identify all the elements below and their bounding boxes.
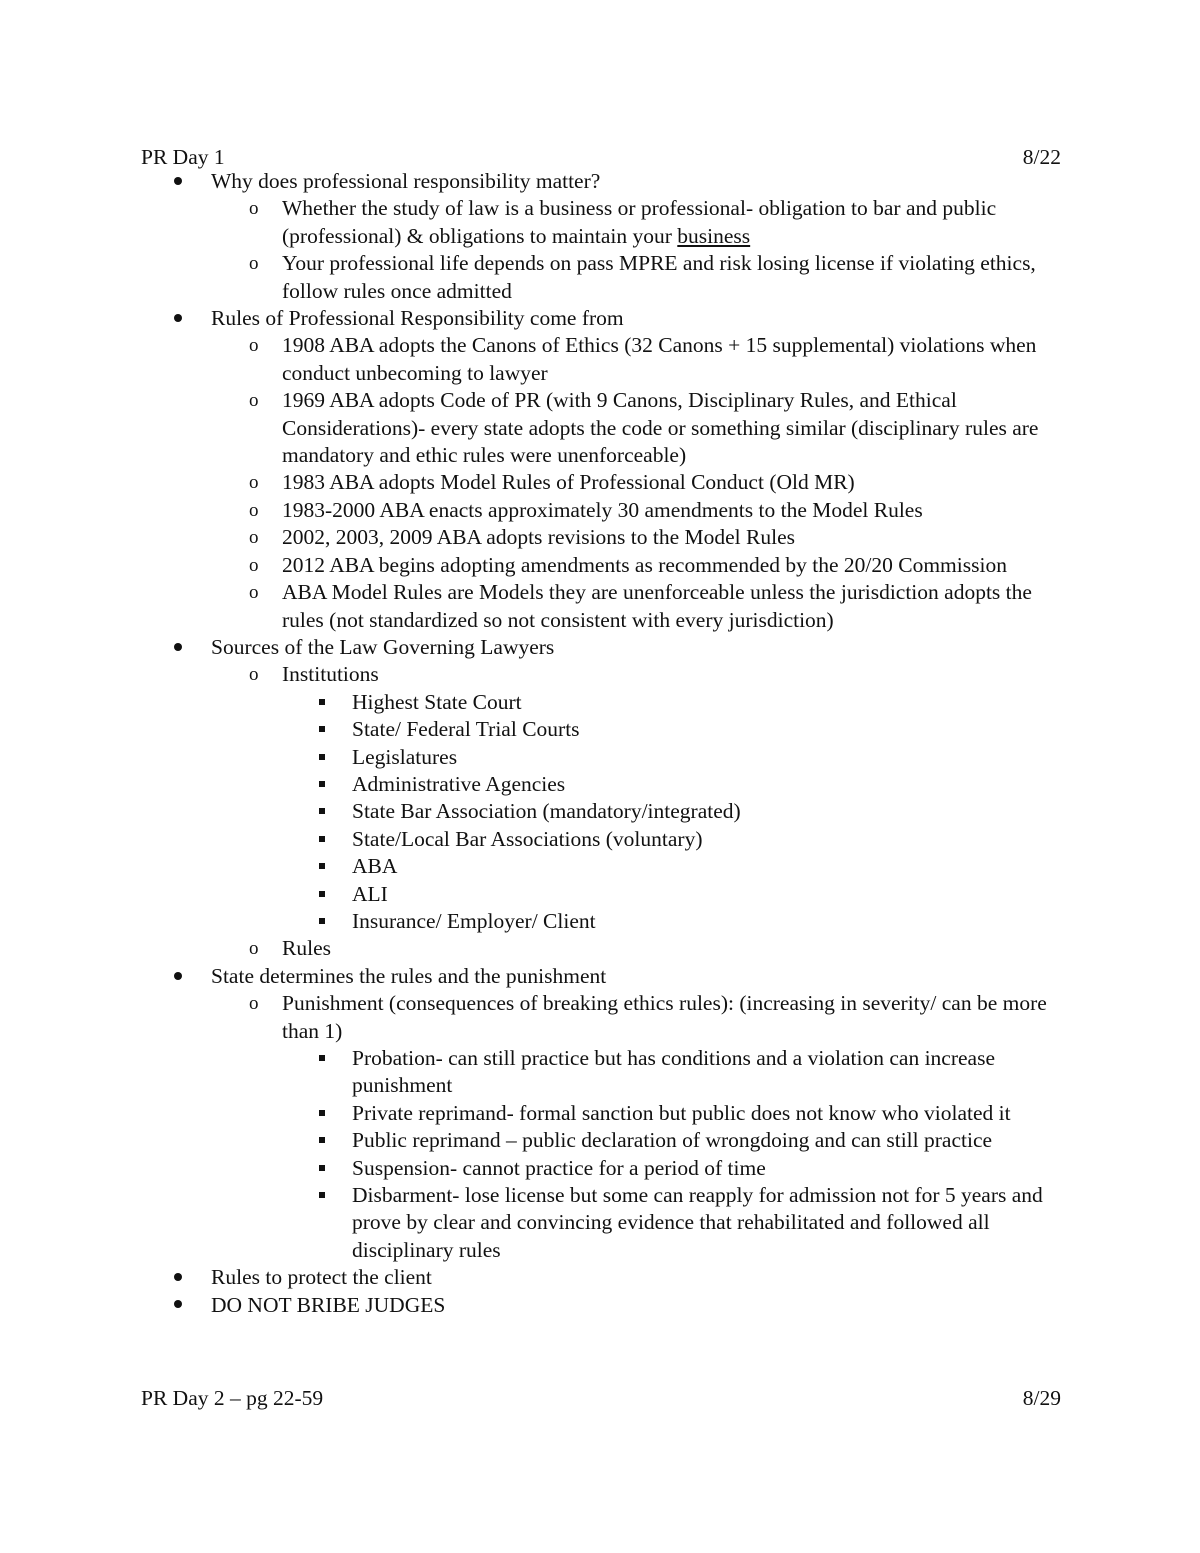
square-bullet-icon [319, 716, 325, 743]
circle-bullet-icon: o [249, 664, 259, 686]
outline-item-l2: o Rules [0, 935, 1200, 962]
square-bullet-icon [319, 689, 325, 716]
day1-header [141, 143, 1061, 171]
square-bullet-icon [319, 798, 325, 825]
outline-item-l1: Why does professional responsibility matter? [0, 168, 1200, 195]
outline-item-l2: o 2002, 2003, 2009 ABA adopts revisions to the Model Rules [0, 524, 1200, 551]
outline-item-l2: o 1908 ABA adopts the Canons of Ethics (32 Canons + 15 supplemental) violations when conduct unbecoming to lawyer [249, 333, 1037, 385]
outline-item-l3: Public reprimand – public declaration of wrongdoing and can still practice [0, 1127, 1200, 1154]
outline-item-l3: State/Local Bar Associations (voluntary) [0, 826, 1200, 853]
bullet-icon [174, 168, 182, 195]
outline-item-l2: o ABA Model Rules are Models they are unenforceable unless the jurisdiction adopts the rules (not standardized so not consistent with every jurisdiction) [249, 580, 1032, 632]
outline-item-l1: Rules of Professional Responsibility come from [0, 305, 1200, 332]
outline-item-l1: State determines the rules and the punishment [0, 963, 1200, 990]
outline-item-l3: Insurance/ Employer/ Client [0, 908, 1200, 935]
bullet-icon [174, 634, 182, 661]
day1-title: PR Day 1 [141, 145, 225, 169]
outline-item-l2: o 2012 ABA begins adopting amendments as recommended by the 20/20 Commission [0, 552, 1200, 579]
square-bullet-icon [319, 1127, 325, 1154]
day2-date: 8/29 [1022, 1386, 1061, 1410]
square-bullet-icon [319, 853, 325, 880]
bullet-icon [174, 963, 182, 990]
outline-item-l2: o 1983-2000 ABA enacts approximately 30 amendments to the Model Rules [0, 497, 1200, 524]
outline-item-l3: Suspension- cannot practice for a period of time [0, 1155, 1200, 1182]
circle-bullet-icon: o [249, 582, 259, 604]
outline-item-l3: Disbarment- lose license but some can reapply for admission not for 5 years and prove by clear and convincing evidence that rehabilitated and followed all disciplinary rules [0, 1182, 1200, 1264]
circle-bullet-icon: o [249, 335, 259, 357]
square-bullet-icon [319, 1182, 325, 1209]
outline-item-l3: State Bar Association (mandatory/integrated) [0, 798, 1200, 825]
square-bullet-icon [319, 908, 325, 935]
circle-bullet-icon: o [249, 198, 259, 220]
outline-item-l3: Private reprimand- formal sanction but public does not know who violated it [0, 1100, 1200, 1127]
underlined-word: business [677, 223, 751, 248]
outline-item-l3: Probation- can still practice but has conditions and a violation can increase punishment [0, 1045, 1200, 1100]
square-bullet-icon [319, 1155, 325, 1182]
outline-item-l2: o Institutions [0, 661, 1200, 688]
square-bullet-icon [319, 744, 325, 771]
day1-date: 8/22 [1022, 145, 1061, 169]
outline-item-l1: DO NOT BRIBE JUDGES [0, 1292, 1200, 1319]
circle-bullet-icon: o [249, 390, 259, 412]
square-bullet-icon [319, 1100, 325, 1127]
square-bullet-icon [319, 1045, 325, 1072]
square-bullet-icon [319, 826, 325, 853]
bullet-icon [174, 1264, 182, 1291]
outline-item-l3: Highest State Court [0, 689, 1200, 716]
outline-item-l2: o Punishment (consequences of breaking ethics rules): (increasing in severity/ can be more than 1) [249, 991, 1047, 1043]
outline-item-l3: ABA [0, 853, 1200, 880]
day2-header [141, 1384, 1061, 1412]
circle-bullet-icon: o [249, 993, 259, 1015]
outline-item-l1: Sources of the Law Governing Lawyers [0, 634, 1200, 661]
outline-item-l3: ALI [0, 881, 1200, 908]
notes-outline [0, 168, 1200, 1319]
square-bullet-icon [319, 881, 325, 908]
outline-item-l3: State/ Federal Trial Courts [0, 716, 1200, 743]
bullet-icon [174, 305, 182, 332]
outline-item-l3: Administrative Agencies [0, 771, 1200, 798]
circle-bullet-icon: o [249, 499, 259, 521]
circle-bullet-icon: o [249, 554, 259, 576]
outline-item-l3: Legislatures [0, 744, 1200, 771]
bullet-icon [174, 1292, 182, 1319]
outline-item-l1: Rules to protect the client [0, 1264, 1200, 1291]
outline-item-l2: o 1969 ABA adopts Code of PR (with 9 Canons, Disciplinary Rules, and Ethical Considerations)- every state adopts the code or something similar (disciplinary rules are mandatory and ethic rules were unenforceable) [249, 388, 1039, 468]
outline-item-l2: o Your professional life depends on pass MPRE and risk losing license if violating ethics, follow rules once admitted [249, 251, 1036, 303]
circle-bullet-icon: o [249, 527, 259, 549]
outline-item-l2: o 1983 ABA adopts Model Rules of Professional Conduct (Old MR) [0, 469, 1200, 496]
outline-item-l2: o Whether the study of law is a business or professional- obligation to bar and public (professional) & obligations to maintain your business [249, 196, 997, 248]
square-bullet-icon [319, 771, 325, 798]
circle-bullet-icon: o [249, 253, 259, 275]
circle-bullet-icon: o [249, 938, 259, 960]
circle-bullet-icon: o [249, 472, 259, 494]
day2-title: PR Day 2 – pg 22-59 [141, 1386, 324, 1410]
